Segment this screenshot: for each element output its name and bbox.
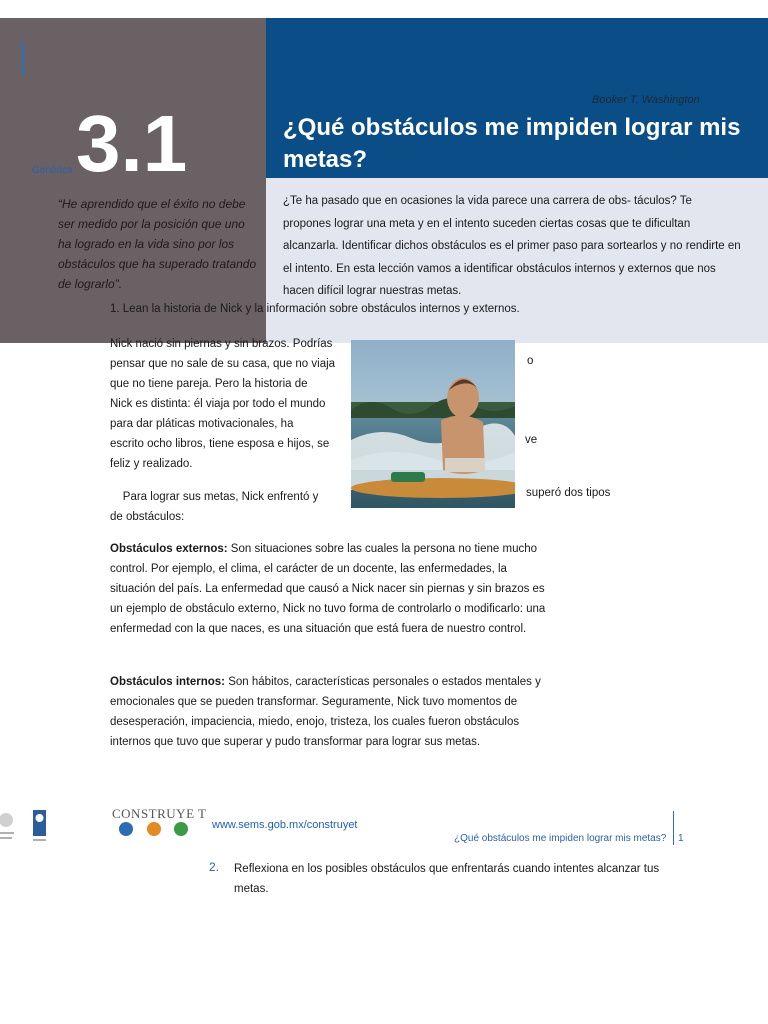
nick-photo-illustration <box>351 340 515 508</box>
footer-title: ¿Qué obstáculos me impiden lograr mis metas? <box>454 833 667 844</box>
generica-label: Genérica <box>32 165 73 176</box>
triangle-icon <box>147 822 161 836</box>
story-line: feliz y realizado. <box>110 458 193 470</box>
page-number: 1 <box>678 833 684 844</box>
quote-author: Booker T. Washington <box>592 94 700 106</box>
story-line: Nick es distinta: él viaja por todo el mundo <box>110 398 326 410</box>
construye-t-logo: CONSTRUYE T <box>112 806 207 821</box>
star-icon <box>174 822 188 836</box>
page-title: ¿Qué obstáculos me impiden lograr mis metas? <box>283 114 741 173</box>
person-icon <box>119 822 133 836</box>
intro-paragraph: ¿Te ha pasado que en ocasiones la vida parece una carrera de obs- táculos? Te propones lograr una meta y en el intento suceden ciertas cosas que te dificultan alcanzarla. Identificar dichos obstáculos es el primer paso para sortearlos y no rendirte en el intento. En esta lección vamos a identificar obstáculos internos y externos que nos hacen difícil lograr nuestras metas. <box>283 195 741 297</box>
story-line: para dar pláticas motivacionales, ha <box>110 418 294 430</box>
goals-line-text: Para lograr sus metas, Nick enfrentó y <box>122 491 319 503</box>
step-2-instruction: Reflexiona en los posibles obstáculos que enfrentarás cuando intentes alcanzar tus metas. <box>234 863 660 895</box>
story-line: escrito ocho libros, tiene esposa e hijos, se <box>110 438 330 450</box>
lesson-number: 3.1 <box>76 99 188 188</box>
accent-line <box>22 42 24 76</box>
external-obstacles-label: Obstáculos externos: <box>110 543 228 555</box>
story-line: pensar que no sale de su casa, que no viaja <box>110 358 336 370</box>
epigraph-quote: “He aprendido que el éxito no debe ser medido por la posición que uno ha logrado en la vida sino por los obstáculos que ha superado tratando de lograrlo”. <box>58 197 257 291</box>
goals-line <box>110 487 318 507</box>
goals-line: de obstáculos: <box>110 511 185 523</box>
story-line: que no tiene pareja. Pero la historia de <box>110 378 308 390</box>
internal-obstacles-paragraph <box>110 672 550 752</box>
internal-obstacles-text: Son hábitos, características personales o estados mentales y emocionales que se pueden transformar. Seguramente, Nick tuvo momentos de desesperación, impaciencia, miedo, enojo, tristeza, los cuales fueron obstáculos internos que tuvo que superar y pudo transformar para lograr sus metas. <box>110 676 541 748</box>
wrapped-fragment: ve <box>525 434 538 446</box>
wrapped-fragment: superó dos tipos <box>526 487 611 499</box>
construye-t-icons <box>112 822 192 844</box>
nick-photo <box>351 340 515 508</box>
story-line: Nick nació sin piernas y sin brazos. Podrías <box>110 338 333 350</box>
step-2-number: 2. <box>209 860 220 874</box>
wrapped-fragment: o <box>527 355 534 367</box>
sep-pnud-logos <box>0 808 50 848</box>
external-obstacles-paragraph <box>110 539 550 639</box>
internal-obstacles-label: Obstáculos internos: <box>110 676 226 688</box>
website-link[interactable]: www.sems.gob.mx/construyet <box>212 819 358 831</box>
step-1-instruction: 1. Lean la historia de Nick y la información sobre obstáculos internos y externos. <box>110 303 520 315</box>
footer-divider <box>673 811 674 845</box>
external-obstacles-text: Son situaciones sobre las cuales la persona no tiene mucho control. Por ejemplo, el clima, el carácter de un docente, las enfermedades, la situación del país. La enfermedad que causó a Nick nacer sin piernas y sin brazos es un ejemplo de obstáculo externo, Nick no tuvo forma de controlarlo o modificarlo: una enfermedad con la que naces, es una situación que está fuera de nuestro control. <box>110 543 546 635</box>
nick-story-paragraph <box>110 334 345 474</box>
